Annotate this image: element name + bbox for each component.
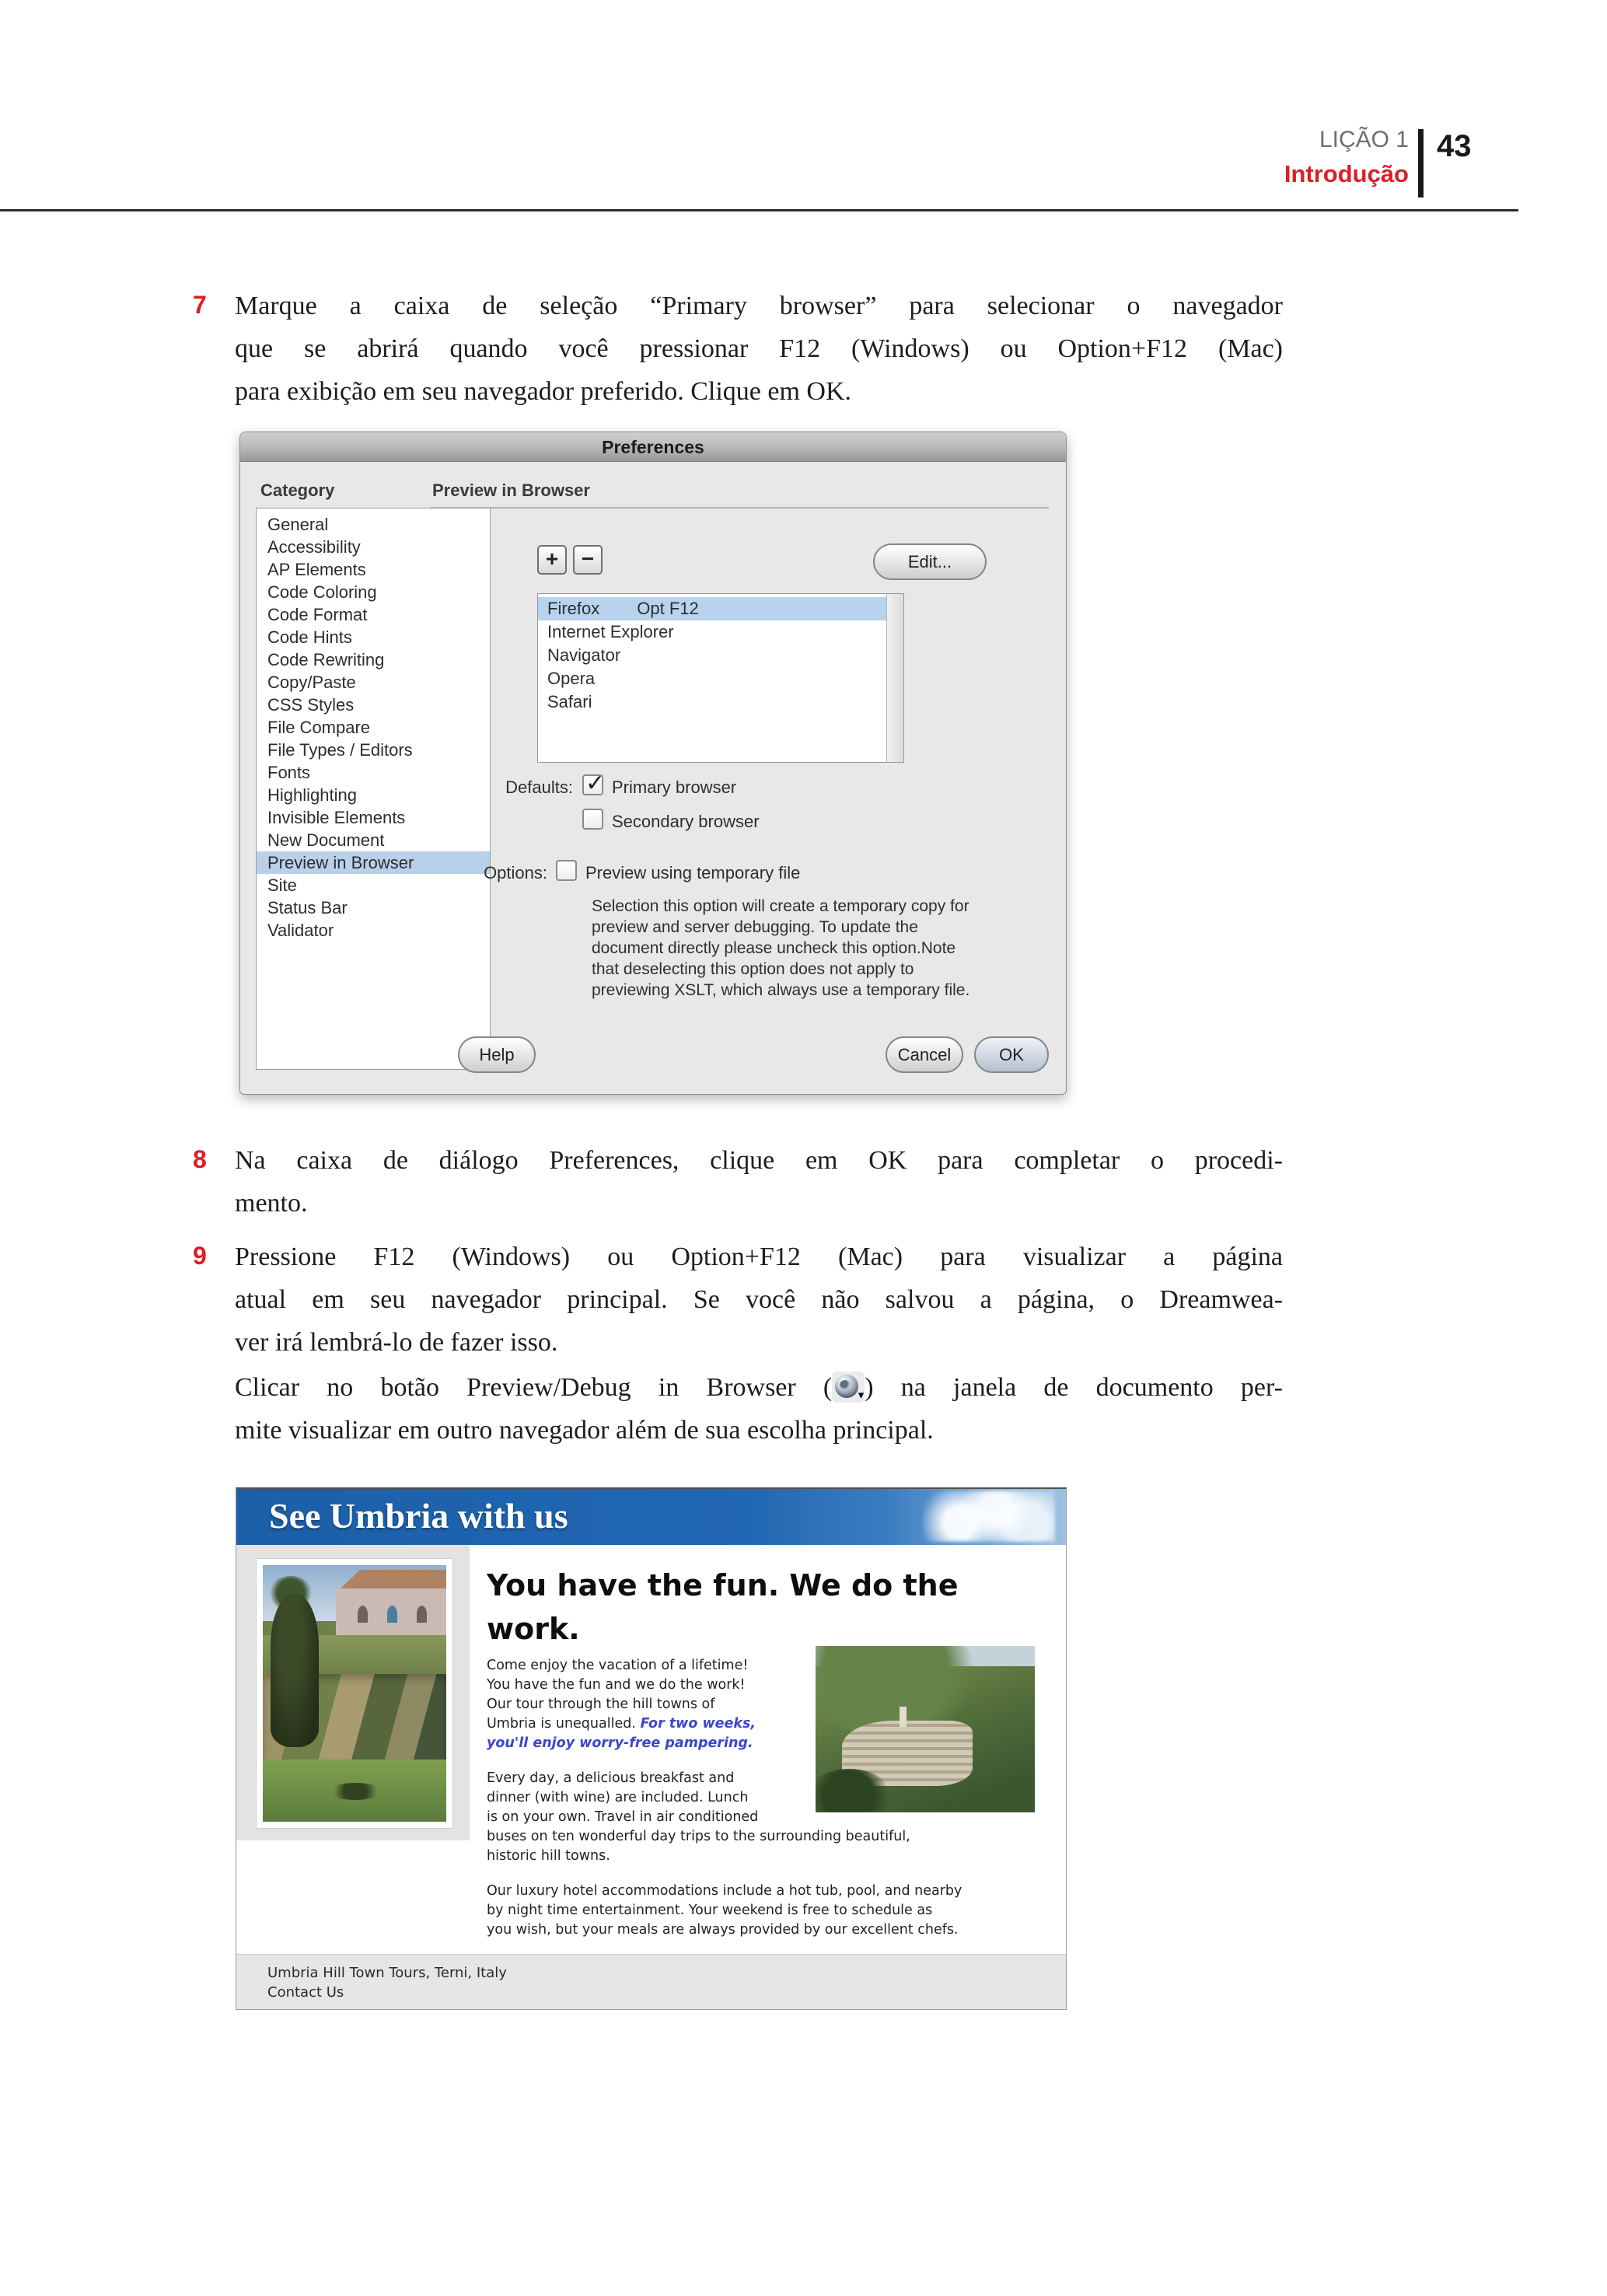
step-text (235, 1139, 1283, 1225)
remove-browser-button[interactable] (573, 545, 603, 575)
site-banner (236, 1489, 1066, 1545)
intro-paragraph (487, 1656, 860, 1753)
help-button-label: Help (479, 1044, 515, 1064)
category-item[interactable]: Code Hints (267, 627, 352, 647)
globe-icon (835, 1375, 858, 1398)
browser-row[interactable] (538, 667, 903, 690)
browser-row-selected[interactable] (538, 597, 903, 620)
browser-name: Firefox (547, 599, 600, 618)
paragraph-line: Our tour through the hill towns of (487, 1697, 715, 1712)
note-line-pre: Clicar no botão Preview/Debug in Browser ( (235, 1373, 833, 1402)
paragraph-line: Our luxury hotel accommodations include a hot tub, pool, and nearby (487, 1883, 962, 1899)
highlight-text: For two weeks, (640, 1716, 756, 1732)
edit-button[interactable] (873, 543, 987, 580)
category-item[interactable]: File Compare (267, 718, 371, 737)
category-item[interactable]: Code Rewriting (267, 650, 385, 669)
header-divider-bar (1418, 129, 1424, 197)
primary-browser-label: Primary browser (612, 778, 737, 797)
villa-window (358, 1606, 368, 1623)
step-line: atual em seu navegador principal. Se você não salvou a página, o Dreamwea- (235, 1285, 1283, 1314)
browser-name: Navigator (547, 645, 621, 665)
description-line: Selection this option will create a temporary copy for (592, 897, 969, 915)
paragraph-line: You have the fun and we do the work! (487, 1677, 746, 1693)
paragraph-line: Come enjoy the vacation of a lifetime! (487, 1658, 749, 1673)
category-item[interactable]: AP Elements (267, 560, 366, 579)
category-item[interactable]: Invisible Elements (267, 808, 406, 827)
category-item[interactable]: Code Coloring (267, 582, 377, 602)
page-headline (487, 1564, 1046, 1651)
page-footer (236, 1954, 1066, 2010)
step-line: ver irá lembrá-lo de fazer isso. (235, 1328, 558, 1357)
add-browser-button[interactable] (537, 545, 567, 575)
category-item-selected[interactable]: Preview in Browser (257, 851, 490, 874)
header-rule (0, 209, 1518, 211)
ok-button-label: OK (999, 1044, 1024, 1064)
section-title: Preview in Browser (432, 481, 590, 500)
check-icon: ✓ (585, 770, 606, 797)
scrollbar[interactable] (886, 594, 903, 762)
category-item[interactable]: File Types / Editors (267, 740, 413, 760)
meals-paragraph (487, 1769, 1039, 1866)
step-line: Na caixa de diálogo Preferences, clique em OK para completar o procedi- (235, 1146, 1283, 1175)
temporary-file-checkbox[interactable] (556, 860, 577, 881)
lawn-shadow (328, 1783, 383, 1800)
step-line: Marque a caixa de seleção “Primary browser” para selecionar o navegador (235, 292, 1283, 320)
category-item[interactable]: Highlighting (267, 785, 357, 805)
contact-us-link[interactable]: Contact Us (267, 1984, 344, 2001)
highlight-text: you'll enjoy worry-free pampering. (487, 1735, 753, 1751)
paragraph-line: dinner (with wine) are included. Lunch (487, 1790, 749, 1805)
villa-door (387, 1606, 397, 1623)
note-text (235, 1366, 1283, 1452)
category-item[interactable]: Status Bar (267, 898, 348, 917)
step-number: 7 (193, 291, 207, 319)
step-text (235, 1235, 1283, 1364)
cancel-button[interactable] (886, 1036, 963, 1073)
category-item[interactable]: Code Format (267, 605, 368, 624)
category-item[interactable]: Fonts (267, 763, 311, 782)
description-line: preview and server debugging. To update the (592, 918, 918, 936)
villa (336, 1588, 446, 1638)
paragraph-line: buses on ten wonderful day trips to the surrounding beautiful, (487, 1829, 910, 1844)
browser-row[interactable] (538, 620, 903, 644)
secondary-browser-label: Secondary browser (612, 812, 760, 831)
section-label: Introdução (1284, 160, 1409, 187)
step-text (235, 285, 1283, 413)
category-label: Category (260, 481, 335, 500)
browser-name: Internet Explorer (547, 622, 674, 641)
note-line-post: ) na janela de documento per- (865, 1373, 1283, 1402)
garden-photo-content (263, 1565, 446, 1822)
headline-line: work. (487, 1612, 580, 1646)
options-label: Options: (484, 863, 547, 882)
step-line: que se abrirá quando você pressionar F12 (Windows) ou Option+F12 (Mac) (235, 334, 1283, 363)
category-item[interactable]: New Document (267, 830, 385, 850)
umbria-webpage-screenshot (236, 1487, 1067, 2010)
browser-name: Safari (547, 692, 592, 711)
description-line: document directly please uncheck this option.Note (592, 939, 956, 957)
description-line: that deselecting this option does not apply to (592, 960, 914, 978)
category-item[interactable]: Validator (267, 921, 334, 940)
primary-browser-checkbox[interactable] (582, 770, 606, 797)
paragraph-line: by night time entertainment. Your weekend is free to schedule as (487, 1903, 933, 1918)
lesson-label: LIÇÃO 1 (1319, 127, 1409, 152)
edit-button-label: Edit... (907, 551, 952, 571)
note-line (235, 1366, 1283, 1409)
category-item[interactable]: CSS Styles (267, 695, 355, 715)
paragraph-line: Every day, a delicious breakfast and (487, 1770, 735, 1786)
minus-icon: − (581, 547, 595, 571)
hotel-paragraph (487, 1882, 1046, 1940)
defaults-label: Defaults: (505, 778, 573, 797)
step-line: para exibição em seu navegador preferido. Clique em OK. (235, 377, 852, 406)
paragraph-text: Umbria is unequalled. (487, 1716, 641, 1732)
browser-list (537, 593, 904, 763)
church-tower (900, 1707, 907, 1727)
description-line: previewing XSLT, which always use a temporary file. (592, 981, 970, 999)
footer-address: Umbria Hill Town Tours, Terni, Italy (267, 1965, 507, 1981)
secondary-browser-checkbox[interactable] (582, 809, 603, 830)
category-item[interactable]: Site (267, 875, 297, 895)
villa-window (417, 1606, 427, 1623)
note-line: mite visualizar em outro navegador além de sua escolha principal. (235, 1416, 934, 1445)
section-divider (431, 507, 1049, 508)
step-number: 8 (193, 1145, 207, 1173)
paragraph-line: historic hill towns. (487, 1848, 610, 1864)
browser-row[interactable] (538, 644, 903, 667)
preferences-dialog (239, 432, 1067, 1095)
option-description (592, 896, 996, 1001)
dialog-title: Preferences (240, 432, 1066, 462)
browser-row[interactable] (538, 690, 903, 714)
category-item[interactable]: General (267, 515, 329, 534)
topiary-cone (271, 1593, 319, 1747)
headline-line: You have the fun. We do the (487, 1568, 959, 1602)
preview-debug-browser-icon (832, 1372, 865, 1403)
category-item[interactable]: Accessibility (267, 537, 361, 557)
page-number: 43 (1437, 129, 1472, 163)
step-number: 9 (193, 1242, 207, 1270)
garden-photo (257, 1559, 452, 1828)
ok-button[interactable] (974, 1036, 1049, 1073)
site-title: See Umbria with us (269, 1496, 568, 1536)
plus-icon: + (545, 547, 559, 571)
step-line: Pressione F12 (Windows) ou Option+F12 (Mac) para visualizar a página (235, 1242, 1283, 1271)
chevron-down-icon: ▾ (858, 1388, 865, 1402)
cloud-image (923, 1490, 1055, 1542)
step-line: mento. (235, 1189, 308, 1218)
paragraph-line (487, 1714, 860, 1734)
cancel-button-label: Cancel (897, 1044, 952, 1064)
browser-name: Opera (547, 669, 596, 688)
paragraph-line: is on your own. Travel in air conditioned (487, 1809, 759, 1825)
browser-shortcut: Opt F12 (637, 599, 699, 618)
category-item[interactable]: Copy/Paste (267, 673, 356, 692)
paragraph-line: you wish, but your meals are always provided by our excellent chefs. (487, 1922, 959, 1938)
temporary-file-label: Preview using temporary file (585, 863, 801, 882)
help-button[interactable] (458, 1036, 536, 1073)
